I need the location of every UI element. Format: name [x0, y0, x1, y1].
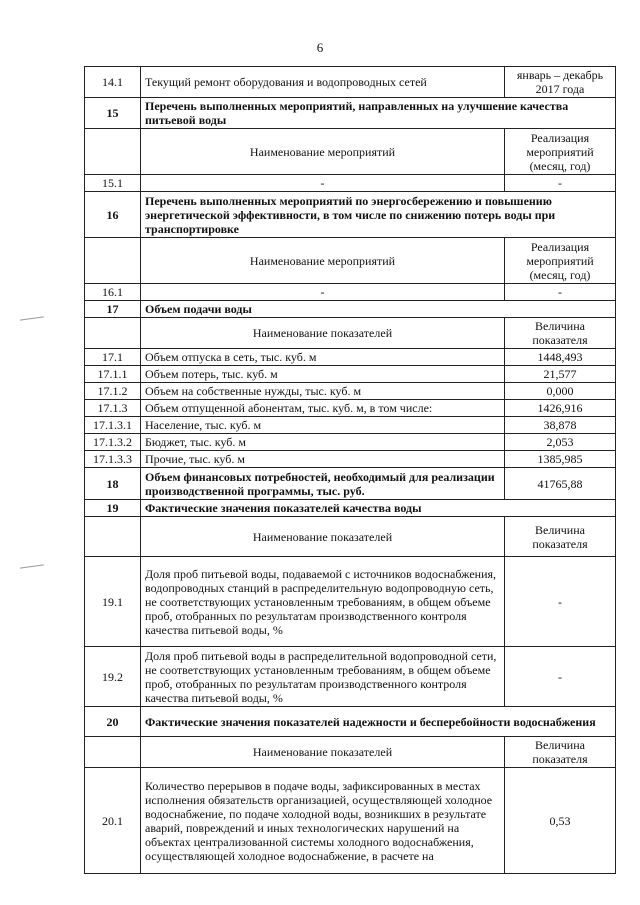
column-header-value: Величина показателя: [505, 517, 616, 557]
table-row: [85, 67, 616, 98]
section-row: [85, 707, 616, 737]
column-header-value: Реализация мероприятий (месяц, год): [505, 238, 616, 284]
table-row: [85, 175, 616, 192]
section-title: Перечень выполненных мероприятий по энергосбережению и повышению энергетической эффективности, в том числе по снижению потерь воды при транспортировке: [141, 192, 616, 238]
section-row: [85, 98, 616, 129]
row-number: 17.1.3.2: [85, 434, 141, 451]
row-value: 1385,985: [505, 451, 616, 468]
table-row: [85, 557, 616, 647]
header-row: [85, 238, 616, 284]
header-row: [85, 129, 616, 175]
row-value: -: [505, 284, 616, 301]
table-row: [85, 400, 616, 417]
section-title: Фактические значения показателей надежности и бесперебойности водоснабжения: [141, 707, 616, 737]
page-number: 6: [316, 40, 324, 55]
row-name: Объем потерь, тыс. куб. м: [141, 366, 505, 383]
row-name: Доля проб питьевой воды в распределительной водопроводной сети, не соответствующих установленным требованиям, в общем объеме проб, отобранных по результатам производственного контроля качества питьевой воды, %: [141, 647, 505, 707]
table-row: [85, 768, 616, 874]
row-name: Бюджет, тыс. куб. м: [141, 434, 505, 451]
row-name: Объем на собственные нужды, тыс. куб. м: [141, 383, 505, 400]
column-header-name: Наименование показателей: [141, 517, 505, 557]
section-row: [85, 468, 616, 500]
table-row: [85, 349, 616, 366]
row-value: 38,878: [505, 417, 616, 434]
row-value: 1426,916: [505, 400, 616, 417]
column-header-value: Величина показателя: [505, 737, 616, 768]
row-number: 19.2: [85, 647, 141, 707]
row-number: 15.1: [85, 175, 141, 192]
header-row: [85, 737, 616, 768]
table-row: [85, 366, 616, 383]
table-row: [85, 451, 616, 468]
header-row: [85, 318, 616, 349]
section-number: 18: [85, 468, 141, 500]
column-header-name: Наименование мероприятий: [141, 238, 505, 284]
row-value: -: [505, 175, 616, 192]
row-number: 17.1.1: [85, 366, 141, 383]
row-number: 17.1.2: [85, 383, 141, 400]
row-name: Количество перерывов в подаче воды, зафиксированных в местах исполнения обязательств организацией, осуществляющей холодное водоснабжение, по подаче холодной воды, возникших в результате аварий, повреждений и иных технологических нарушений на объектах централизованной системы холодного водоснабжения, осуществляющей холодное водоснабжение, в расчете на: [141, 768, 505, 874]
row-value: 21,577: [505, 366, 616, 383]
section-number: 20: [85, 707, 141, 737]
row-name: Население, тыс. куб. м: [141, 417, 505, 434]
row-number: 17.1.3.1: [85, 417, 141, 434]
row-name: Объем отпущенной абонентам, тыс. куб. м, в том числе:: [141, 400, 505, 417]
program-table: [84, 66, 616, 874]
row-value: 0,000: [505, 383, 616, 400]
row-value: -: [505, 647, 616, 707]
row-number: 20.1: [85, 768, 141, 874]
row-number: 17.1.3.3: [85, 451, 141, 468]
header-row: [85, 517, 616, 557]
row-name: -: [141, 284, 505, 301]
row-number: 16.1: [85, 284, 141, 301]
column-header-name: Наименование мероприятий: [141, 129, 505, 175]
row-name: Объем отпуска в сеть, тыс. куб. м: [141, 349, 505, 366]
column-header-value: Реализация мероприятий (месяц, год): [505, 129, 616, 175]
section-number: 17: [85, 301, 141, 318]
section-number: 19: [85, 500, 141, 517]
row-number: 17.1.3: [85, 400, 141, 417]
table-row: [85, 284, 616, 301]
column-header-name: Наименование показателей: [141, 318, 505, 349]
section-title: Объем финансовых потребностей, необходимый для реализации производственной программы, тыс. руб.: [141, 468, 505, 500]
row-value: 0,53: [505, 768, 616, 874]
column-header-name: Наименование показателей: [141, 737, 505, 768]
section-row: [85, 192, 616, 238]
table-row: [85, 417, 616, 434]
section-number: 16: [85, 192, 141, 238]
margin-mark: [20, 316, 44, 322]
row-name: Прочие, тыс. куб. м: [141, 451, 505, 468]
row-number: 14.1: [85, 67, 141, 98]
margin-mark: [20, 564, 44, 570]
section-title: Объем подачи воды: [141, 301, 616, 318]
row-value: январь – декабрь 2017 года: [505, 67, 616, 98]
row-number: 19.1: [85, 557, 141, 647]
row-value: -: [505, 557, 616, 647]
row-value: 2,053: [505, 434, 616, 451]
table-row: [85, 647, 616, 707]
section-title: Фактические значения показателей качества воды: [141, 500, 616, 517]
row-value: 1448,493: [505, 349, 616, 366]
table-row: [85, 434, 616, 451]
row-name: Текущий ремонт оборудования и водопроводных сетей: [141, 67, 505, 98]
row-name: Доля проб питьевой воды, подаваемой с источников водоснабжения, водопроводных станций в распределительную водопроводную сеть, не соответствующих установленным требованиям, в общем объеме проб, отобранных по результатам производственного контроля качества питьевой воды, %: [141, 557, 505, 647]
row-number: 17.1: [85, 349, 141, 366]
column-header-value: Величина показателя: [505, 318, 616, 349]
section-row: [85, 500, 616, 517]
table-row: [85, 383, 616, 400]
section-row: [85, 301, 616, 318]
section-number: 15: [85, 98, 141, 129]
row-value: 41765,88: [505, 468, 616, 500]
section-title: Перечень выполненных мероприятий, направленных на улучшение качества питьевой воды: [141, 98, 616, 129]
row-name: -: [141, 175, 505, 192]
